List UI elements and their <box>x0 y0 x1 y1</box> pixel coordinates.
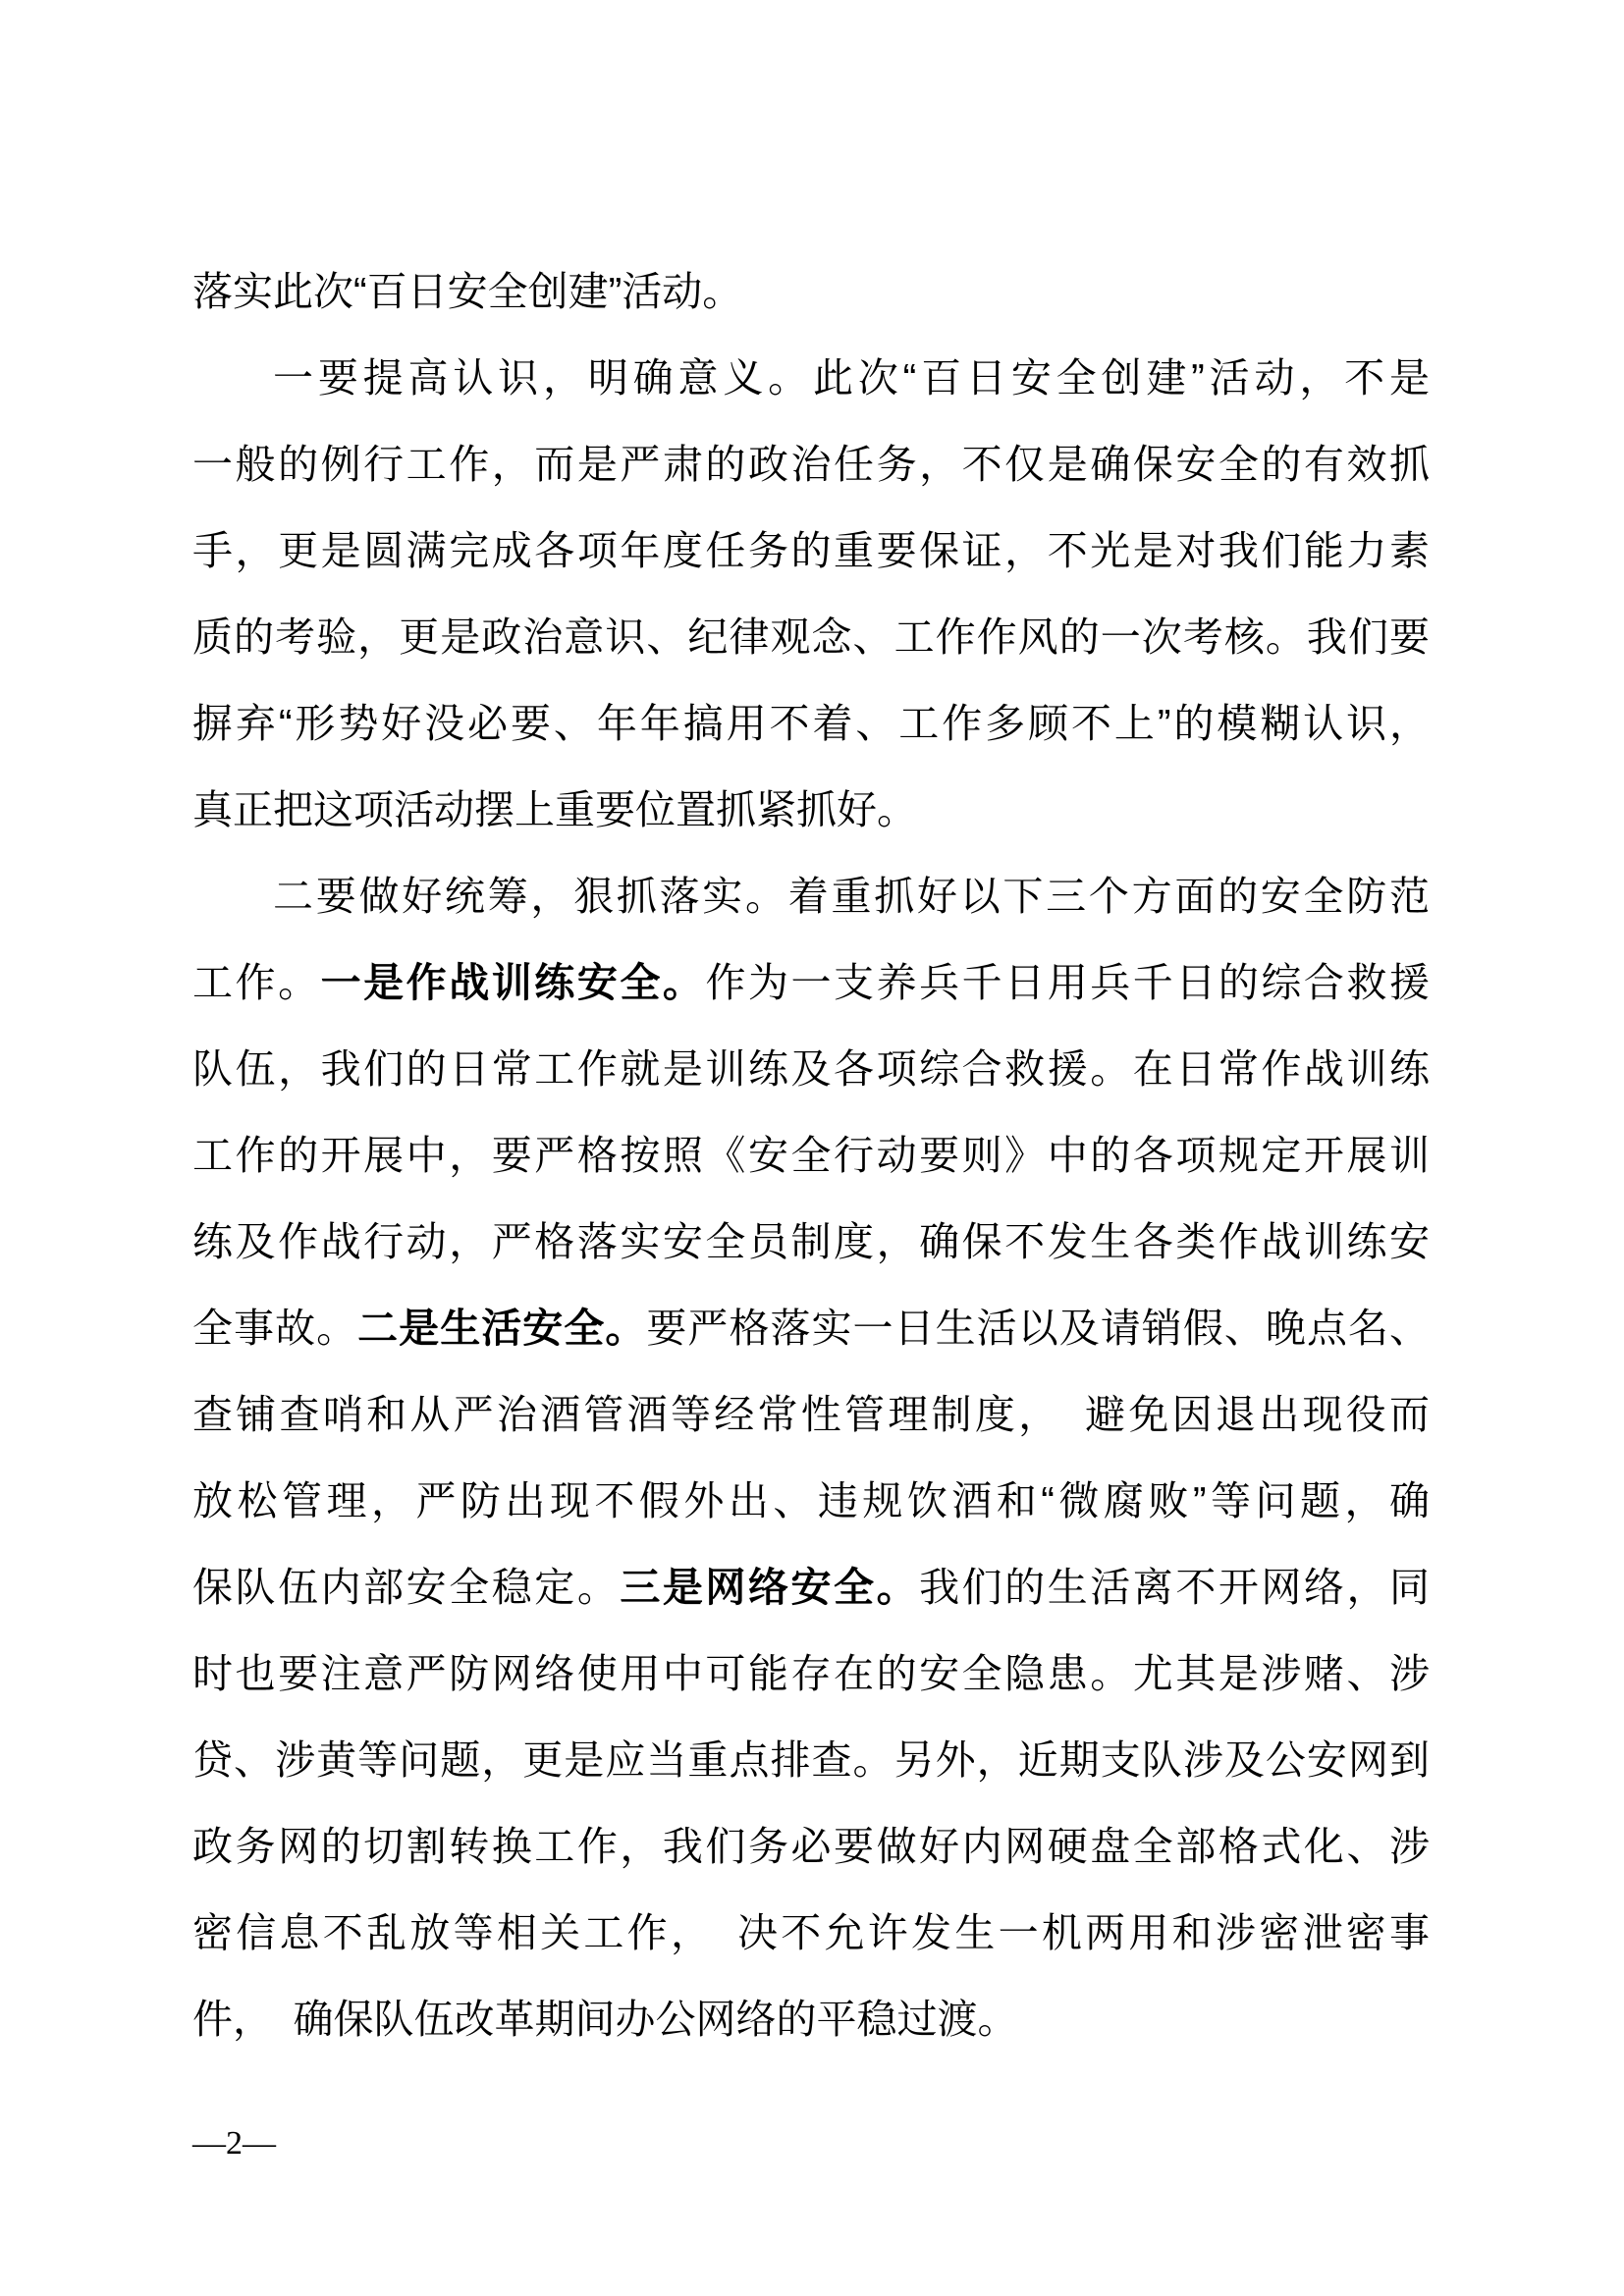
body-text: 工作。 <box>192 960 321 1005</box>
body-text: 放松管理，严防出现不假外出、违规饮酒和“微腐败”等问题，确 <box>192 1478 1430 1523</box>
body-text: 练及作战行动，严格落实安全员制度，确保不发生各类作战训练安 <box>192 1219 1430 1264</box>
page-number: —2— <box>192 2125 276 2162</box>
body-text: 质的考验，更是政治意识、纪律观念、工作作风的一次考核。我们要 <box>192 614 1430 660</box>
text-line <box>192 1199 1430 1285</box>
text-line <box>192 767 1430 853</box>
body-text: 时也要注意严防网络使用中可能存在的安全隐患。尤其是涉赌、涉 <box>192 1651 1430 1696</box>
body-text: 作为一支养兵千日用兵千日的综合救援 <box>705 960 1430 1005</box>
body-text: 落实此次“百日安全创建”活动。 <box>192 269 743 314</box>
body-text: 摒弃“形势好没必要、年年搞用不着、工作多顾不上”的模糊认识， <box>192 701 1430 746</box>
bold-emphasis-text: 二是生活安全。 <box>357 1306 647 1351</box>
text-line <box>192 1630 1430 1717</box>
body-text: 政务网的切割转换工作，我们务必要做好内网硬盘全部格式化、涉 <box>192 1824 1430 1869</box>
bold-emphasis-text: 三是网络安全。 <box>620 1565 920 1610</box>
text-line <box>192 1890 1430 1976</box>
text-line <box>192 1717 1430 1803</box>
body-text: 二要做好统筹，狠抓落实。着重抓好以下三个方面的安全防范 <box>273 874 1430 919</box>
body-text: 我们的生活离不开网络，同 <box>919 1565 1430 1610</box>
body-text: 全事故。 <box>192 1306 358 1351</box>
body-text: 件， 确保队伍改革期间办公网络的平稳过渡。 <box>192 1997 1018 2042</box>
text-line <box>192 335 1430 421</box>
body-text: 贷、涉黄等问题，更是应当重点排查。另外，近期支队涉及公安网到 <box>192 1737 1430 1783</box>
body-text: 手，更是圆满完成各项年度任务的重要保证，不光是对我们能力素 <box>192 528 1430 573</box>
bold-emphasis-text: 一是作战训练安全。 <box>320 960 706 1005</box>
text-line <box>192 507 1430 594</box>
text-line <box>192 853 1430 939</box>
text-line <box>192 1026 1430 1112</box>
body-text: 一要提高认识，明确意义。此次“百日安全创建”活动，不是 <box>273 355 1430 400</box>
text-line <box>192 594 1430 680</box>
text-line <box>192 1458 1430 1544</box>
text-line <box>192 421 1430 507</box>
text-line <box>192 680 1430 767</box>
text-line <box>192 1544 1430 1630</box>
body-text: 密信息不乱放等相关工作， 决不允许发生一机两用和涉密泄密事 <box>192 1910 1430 1955</box>
text-line <box>192 248 1430 335</box>
body-text: 要严格落实一日生活以及请销假、晚点名、 <box>646 1306 1430 1351</box>
text-line <box>192 1976 1430 2062</box>
body-text: 工作的开展中，要严格按照《安全行动要则》中的各项规定开展训 <box>192 1133 1430 1178</box>
body-text: 队伍，我们的日常工作就是训练及各项综合救援。在日常作战训练 <box>192 1046 1430 1092</box>
text-line <box>192 1371 1430 1458</box>
text-line <box>192 1285 1430 1371</box>
text-line <box>192 939 1430 1026</box>
body-text: 一般的例行工作，而是严肃的政治任务，不仅是确保安全的有效抓 <box>192 442 1430 487</box>
body-text: 查铺查哨和从严治酒管酒等经常性管理制度， 避免因退出现役而 <box>192 1392 1430 1437</box>
document-body <box>192 248 1430 2062</box>
text-line <box>192 1112 1430 1199</box>
body-text: 真正把这项活动摆上重要位置抓紧抓好。 <box>192 787 917 832</box>
body-text: 保队伍内部安全稳定。 <box>192 1565 621 1610</box>
text-line <box>192 1803 1430 1890</box>
